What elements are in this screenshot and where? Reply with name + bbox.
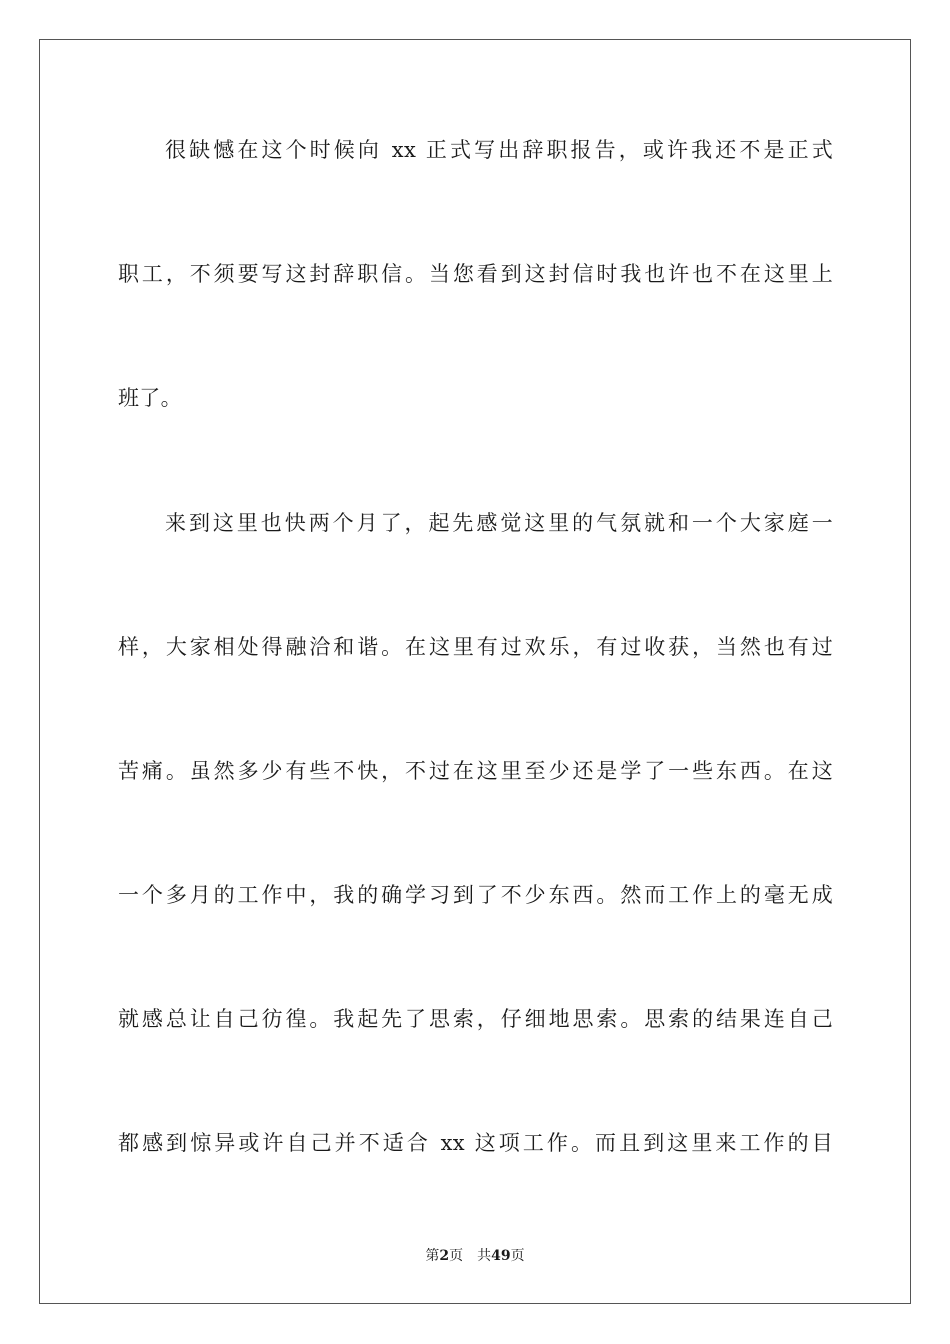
page-footer	[0, 1247, 950, 1265]
total-pages: 49	[491, 1248, 511, 1264]
paragraph-1-line-2: 职工，不须要写这封辞职信。当您看到这封信时我也许也不在这里上	[118, 262, 833, 286]
paragraph-2-line-2: 样，大家相处得融洽和谐。在这里有过欢乐，有过收获，当然也有过	[118, 635, 833, 659]
page-number: 2	[439, 1248, 450, 1264]
paragraph-1-line-3: 班了。	[118, 386, 182, 410]
total-suffix: 页	[510, 1248, 525, 1264]
total-prefix: 共	[477, 1248, 492, 1264]
page-border	[39, 39, 911, 1304]
paragraph-2-line-6: 都感到惊异或许自己并不适合 xx 这项工作。而且到这里来工作的目	[118, 1131, 833, 1155]
page-prefix: 第	[425, 1248, 440, 1264]
paragraph-2-line-4: 一个多月的工作中，我的确学习到了不少东西。然而工作上的毫无成	[118, 883, 833, 907]
page-suffix: 页	[449, 1248, 464, 1264]
paragraph-1-line-1: 很缺憾在这个时候向 xx 正式写出辞职报告，或许我还不是正式	[165, 138, 833, 162]
paragraph-2-line-1: 来到这里也快两个月了，起先感觉这里的气氛就和一个大家庭一	[165, 511, 833, 535]
paragraph-2-line-3: 苦痛。虽然多少有些不快，不过在这里至少还是学了一些东西。在这	[118, 759, 833, 783]
paragraph-2-line-5: 就感总让自己彷徨。我起先了思索，仔细地思索。思索的结果连自己	[118, 1007, 833, 1031]
